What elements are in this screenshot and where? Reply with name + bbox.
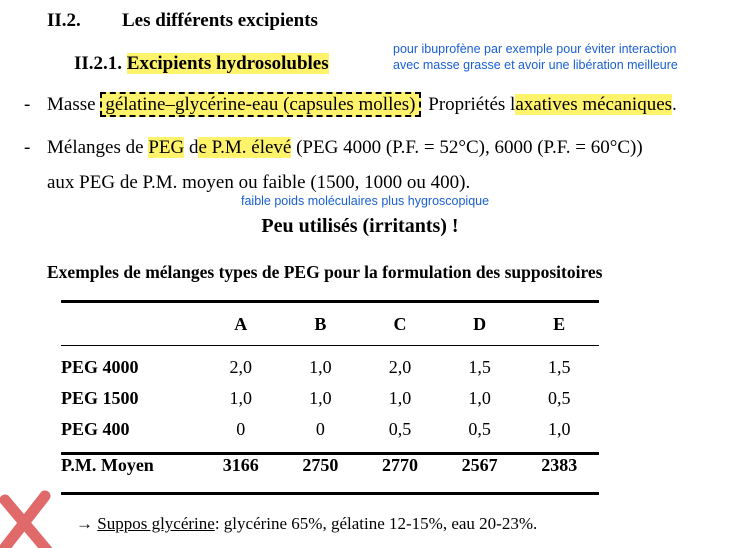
table-cell: 1,5 [468,357,491,377]
section-title: Les différents excipients [122,10,318,31]
arrow-icon: → [76,514,98,533]
total-cell: 2770 [381,454,418,475]
table-header-cell: C [393,314,407,334]
annotation-note-1-line-2: avec masse grasse et avoir une libération meilleure [393,58,678,72]
highlight-text: PEG [148,137,185,158]
total-cell: 2567 [461,454,498,475]
table-cell: 1,0 [309,357,332,377]
table-row [61,414,599,445]
annotation-note-1 [393,41,678,73]
table-header-cell: E [553,314,566,334]
table-cell: 0 [315,419,325,439]
table-header-cell: B [314,314,327,334]
table-cell: 1,0 [388,388,412,408]
table-cell: 0,5 [388,419,412,439]
bullet-text: Mélanges de [47,137,149,158]
table-row [61,352,599,383]
bullet-gelatine [47,94,677,116]
footer-underlined: Suppos glycérine [97,514,215,533]
table-cell: 1,0 [309,388,332,408]
subsection-number: II.2.1. [74,53,123,74]
annotation-note-2: faible poids moléculaires plus hygroscopique [241,194,490,208]
row-label: PEG 4000 [61,357,139,377]
subsection-heading [74,53,329,75]
table-cell: 1,0 [547,419,571,439]
table-header-cell: A [234,314,248,334]
total-label: P.M. Moyen [61,454,154,475]
table-header-cell: D [473,314,487,334]
table-top-rule [61,300,599,303]
peg-table [61,309,599,485]
boxed-highlight: gélatine–glycérine-eau (capsules molles) [100,92,420,117]
total-cell: 3166 [222,454,259,475]
row-label: PEG 400 [61,419,130,439]
bullet-dash: - [24,94,31,115]
table-cell: 1,0 [229,388,253,408]
footer-text: : glycérine 65%, gélatine 12-15%, eau 20-23%. [214,514,538,533]
footer-line [76,514,537,534]
table-cell: 0,5 [547,388,571,408]
bullet-text: (PEG 4000 (P.F. = 52°C), 6000 (P.F. = 60°C)) [291,137,643,158]
section-number: II.2. [47,10,81,31]
bullet-text: Masse [47,94,101,115]
warning-title: Peu utilisés (irritants) ! [261,215,459,237]
bullet-dash: - [24,137,31,158]
subsection-title-highlighted: Excipients hydrosolubles [126,53,329,74]
bullet-text: Propriétés l [423,94,516,115]
bullet-peg-continued: aux PEG de P.M. moyen ou faible (1500, 1000 ou 400). [47,172,471,193]
annotation-note-1-line-1: pour ibuprofène par exemple pour éviter interaction [393,42,677,56]
section-heading [47,10,318,32]
table-cell: 0 [236,419,246,439]
table-cell: 2,0 [388,357,412,377]
highlight-text: axatives mécaniques [515,94,673,115]
table-bottom-rule [61,492,599,495]
table-cell: 1,0 [468,388,491,408]
table-cell: 1,5 [547,357,571,377]
total-cell: 2750 [302,454,339,475]
highlight-text: e P.M. élevé [198,137,292,158]
bullet-text: . [672,94,677,115]
table-spacer [61,340,599,352]
table-cell: 0,5 [468,419,491,439]
table-title: Exemples de mélanges types de PEG pour la formulation des suppositoires [47,262,603,282]
row-label: PEG 1500 [61,388,139,408]
table-cell: 2,0 [229,357,253,377]
total-cell: 2383 [541,454,578,475]
table-row [61,383,599,414]
bullet-peg [47,137,643,159]
red-cross-icon [0,488,65,548]
table-header-row [61,309,599,340]
bullet-text: d [184,137,199,158]
table-total-row [61,445,599,485]
table-header-empty [61,309,201,340]
